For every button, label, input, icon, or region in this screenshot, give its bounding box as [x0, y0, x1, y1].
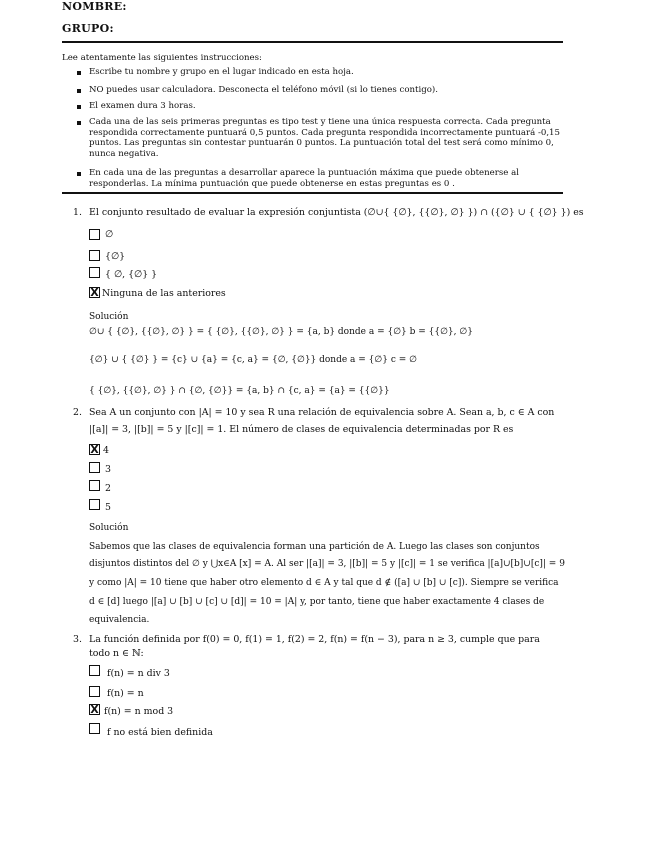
question-text: Sea A un conjunto con |A| = 10 y sea R una relación de equivalencia sobre A. Sean a, b, c ∈ A con — [89, 407, 555, 418]
solution-line: ∅∪ { {∅}, {{∅}, ∅} } = { {∅}, {{∅}, ∅} } = {a, b} donde a = {∅} b = {{∅}, ∅} — [89, 327, 473, 337]
solution-line: equivalencia. — [89, 615, 150, 625]
solution-line: y como |A| = 10 tiene que haber otro elemento d ∈ A y tal que d ∉ ([a] ∪ [b] ∪ [c]). Siempre se verifica — [89, 578, 559, 588]
answer-checkbox[interactable] — [89, 229, 100, 240]
answer-checkbox-selected[interactable]: X — [90, 703, 99, 716]
answer-option: 3 — [105, 464, 111, 475]
instruction-item: Escribe tu nombre y grupo en el lugar indicado en esta hoja. — [89, 67, 354, 77]
top-rule — [62, 41, 563, 43]
answer-option: f no está bien definida — [107, 727, 213, 738]
solution-line: d ∈ [d] luego |[a] ∪ [b] ∪ [c] ∪ [d]| = 10 = |A| y, por tanto, tiene que haber exactamente 4 clases de — [89, 597, 545, 607]
answer-option: ∅ — [105, 229, 114, 240]
answer-checkbox[interactable] — [89, 665, 100, 676]
answer-option: 2 — [105, 483, 111, 494]
answer-option: f(n) = n mod 3 — [104, 706, 174, 717]
answer-checkbox-selected[interactable]: X — [90, 443, 99, 456]
solution-line: {∅} ∪ { {∅} } = {c} ∪ {a} = {c, a} = {∅, {∅}} donde a = {∅} c = ∅ — [89, 355, 417, 365]
answer-checkbox[interactable] — [89, 723, 100, 734]
question-text: La función definida por f(0) = 0, f(1) = 1, f(2) = 2, f(n) = f(n − 3), para n ≥ 3, cumple que para — [89, 634, 540, 645]
answer-option: {∅} — [105, 251, 126, 262]
answer-checkbox-selected[interactable]: X — [90, 286, 99, 299]
question-number: 3. — [73, 634, 82, 645]
answer-option: Ninguna de las anteriores — [102, 288, 226, 299]
solution-line: { {∅}, {{∅}, ∅} } ∩ {∅, {∅}} = {a, b} ∩ {c, a} = {a} = {{∅}} — [89, 386, 390, 396]
question-number: 1. — [73, 207, 82, 218]
question-text: |[a]| = 3, |[b]| = 5 y |[c]| = 1. El número de clases de equivalencia determinadas por R es — [89, 424, 514, 435]
answer-checkbox[interactable] — [89, 250, 100, 261]
bullet-icon — [77, 71, 81, 75]
bullet-icon — [77, 121, 81, 125]
name-label: NOMBRE: — [62, 0, 127, 13]
answer-option: { ∅, {∅} } — [105, 269, 158, 280]
bullet-icon — [77, 172, 81, 176]
question-text: El conjunto resultado de evaluar la expresión conjuntista (∅∪{ {∅}, {{∅}, ∅} }) ∩ ({∅} ∪ { {∅} }) es — [89, 207, 584, 218]
answer-checkbox[interactable] — [89, 686, 100, 697]
instruction-item: El examen dura 3 horas. — [89, 101, 196, 111]
answer-option: 5 — [105, 502, 111, 513]
solution-line: Sabemos que las clases de equivalencia forman una partición de A. Luego las clases son conjuntos — [89, 542, 540, 552]
bullet-icon — [77, 105, 81, 109]
question-text: todo n ∈ ℕ: — [89, 648, 144, 659]
instructions-intro: Lee atentamente las siguientes instrucciones: — [62, 53, 262, 63]
answer-checkbox[interactable] — [89, 462, 100, 473]
instruction-item: En cada una de las preguntas a desarrollar aparece la puntuación máxima que puede obtenerse al responderlas. La mínima puntuación que puede obtenerse en estas preguntas es 0 . — [89, 168, 519, 189]
solution-label: Solución — [89, 523, 129, 533]
answer-checkbox[interactable] — [89, 480, 100, 491]
solution-line: disjuntos distintos del ∅ y ⋃x∈A [x] = A. Al ser |[a]| = 3, |[b]| = 5 y |[c]| = 1 se verifica |[a]∪[b]∪[c]| = 9 — [89, 559, 565, 569]
question-number: 2. — [73, 407, 82, 418]
answer-checkbox[interactable] — [89, 267, 100, 278]
answer-option: f(n) = n div 3 — [107, 668, 170, 679]
answer-option: 4 — [103, 445, 109, 456]
instruction-item: NO puedes usar calculadora. Desconecta el teléfono móvil (si lo tienes contigo). — [89, 85, 439, 95]
section-rule — [62, 192, 563, 194]
instruction-item: Cada una de las seis primeras preguntas es tipo test y tiene una única respuesta correcta. Cada pregunta respondida correctamente puntuará 0,5 puntos. Cada pregunta respondida incorrectamente puntuará -0,15 puntos. Las preguntas sin contestar puntuarán 0 puntos. La puntuación total del test será como mínimo 0, nunca negativa. — [89, 117, 560, 159]
group-label: GRUPO: — [62, 22, 114, 35]
bullet-icon — [77, 89, 81, 93]
answer-option: f(n) = n — [107, 688, 144, 699]
answer-checkbox[interactable] — [89, 499, 100, 510]
solution-label: Solución — [89, 312, 129, 322]
